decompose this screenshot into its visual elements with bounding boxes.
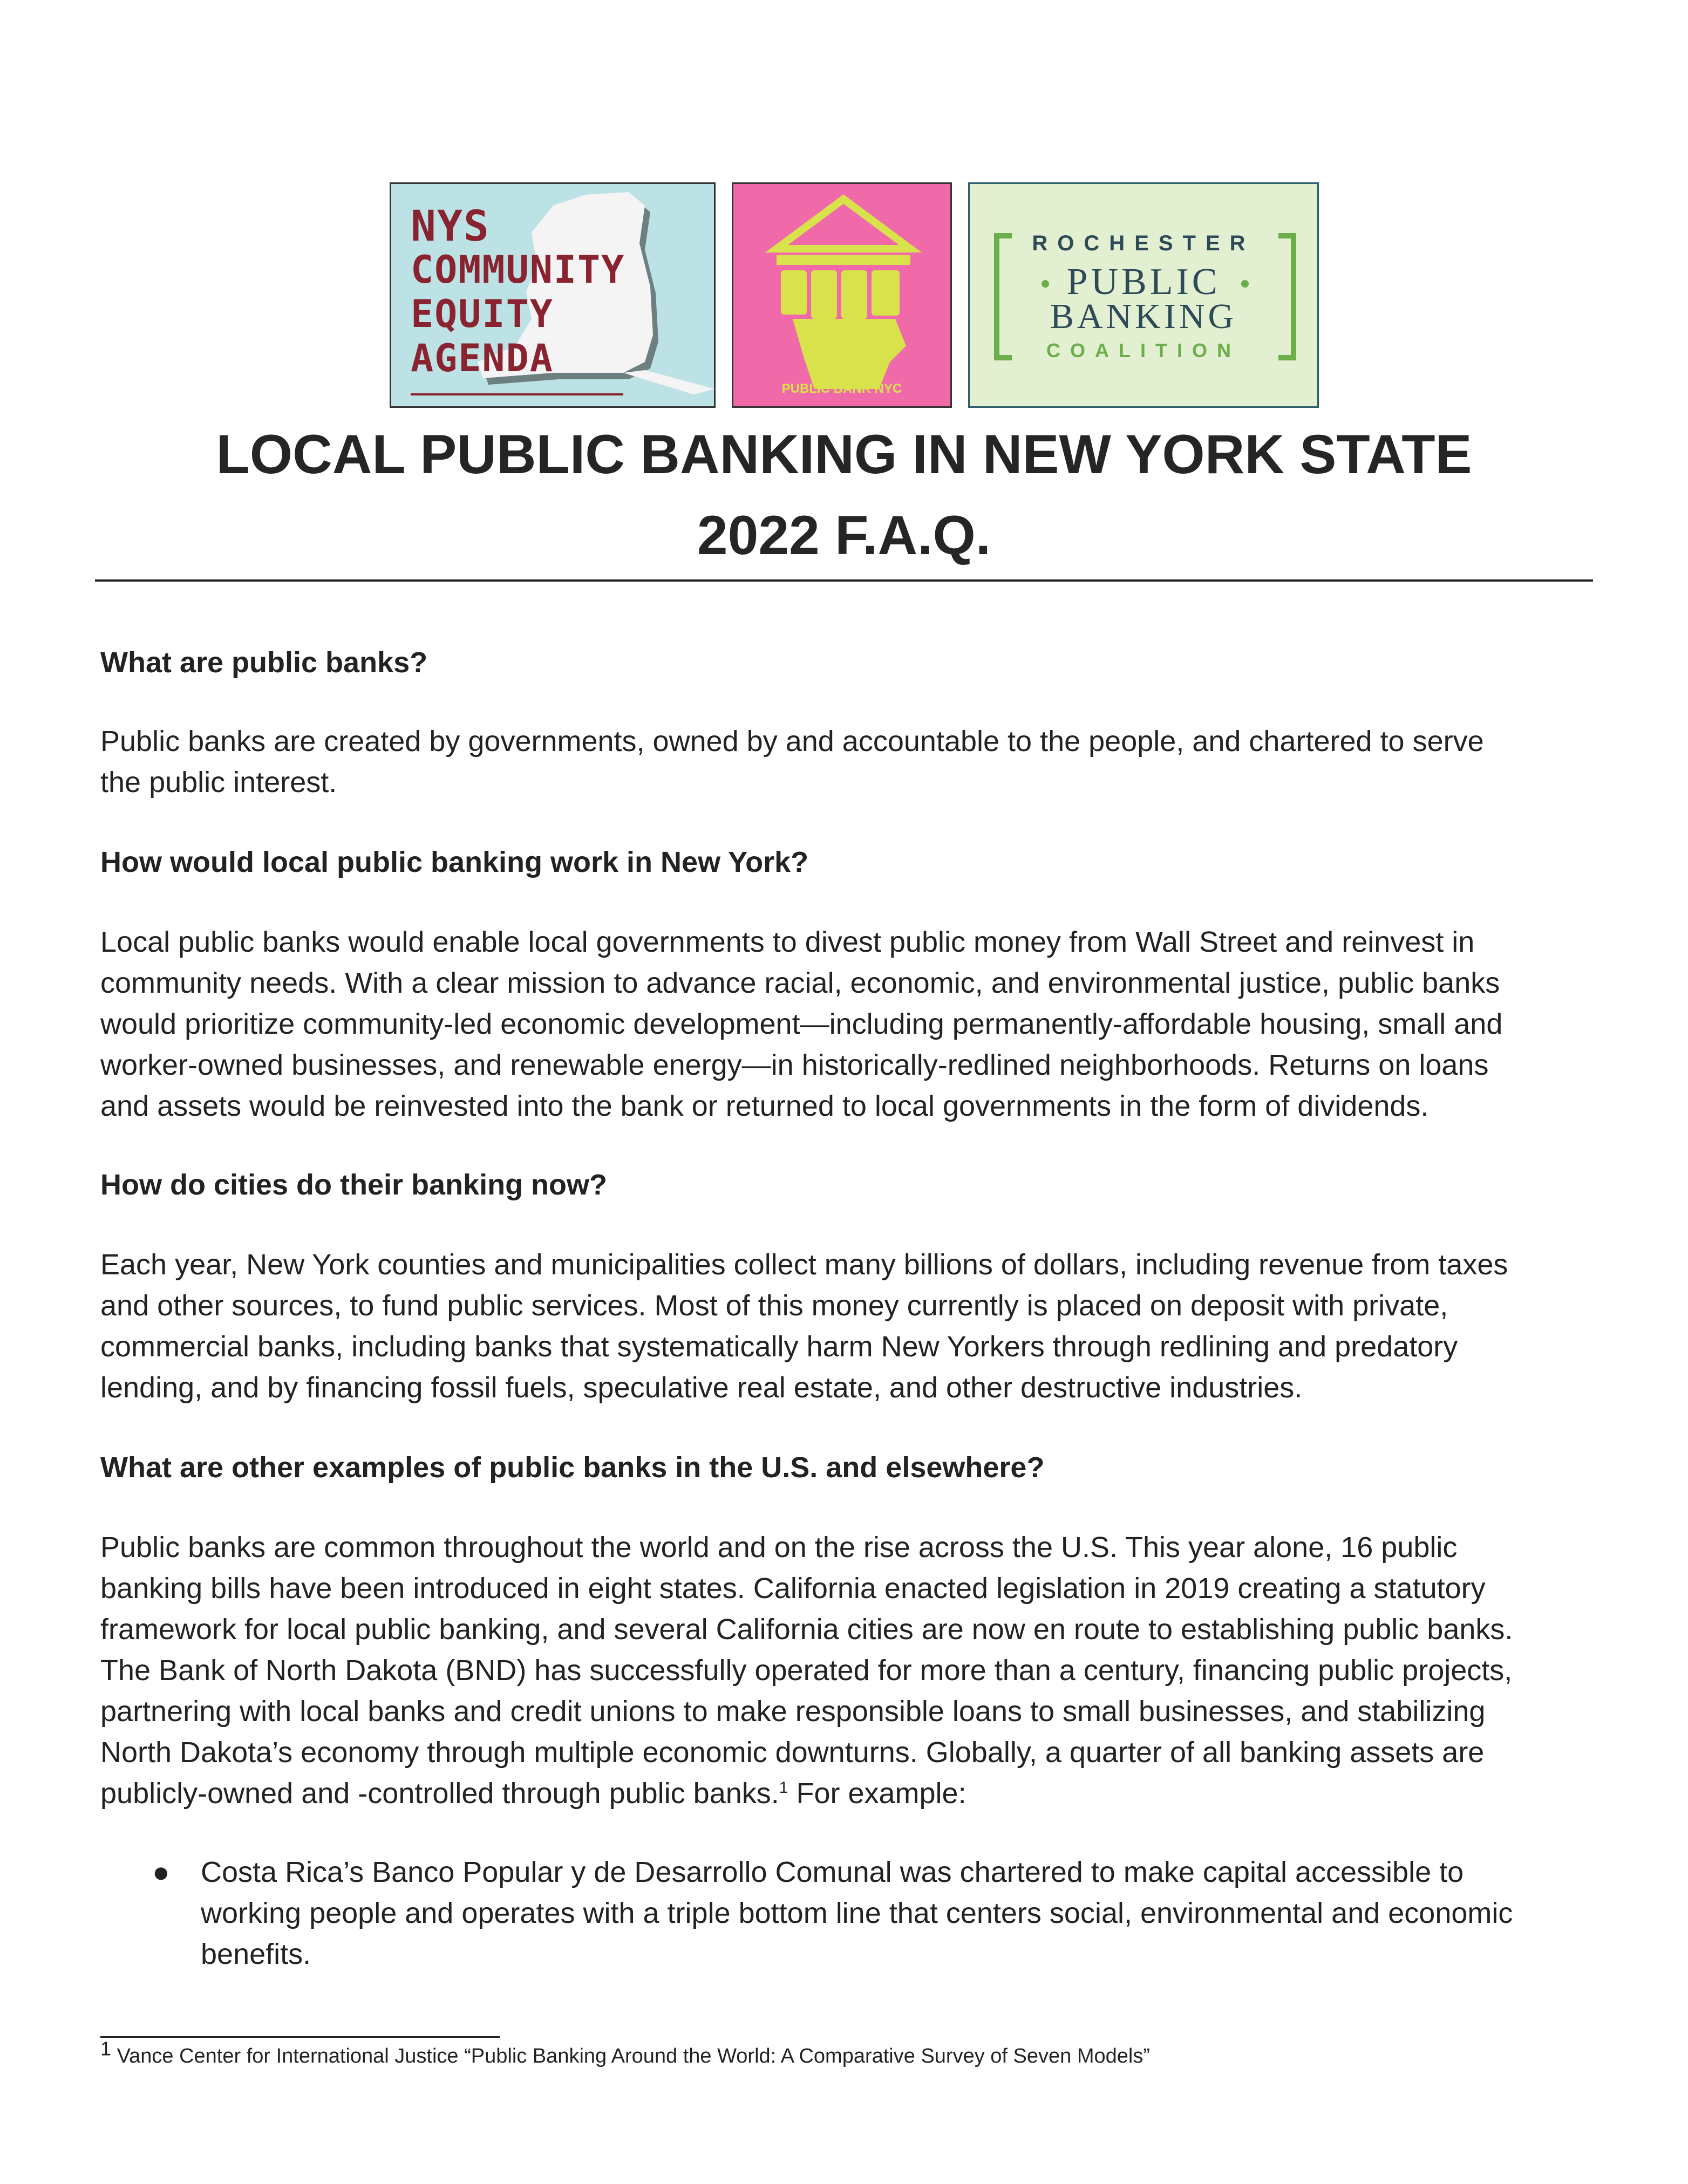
title-divider (95, 579, 1593, 582)
bullet-item-line-3: benefits. (201, 1938, 311, 1970)
nys-community-equity-agenda-logo (390, 182, 716, 408)
faq-answer-1-line-1: Public banks are created by governments, owned by and accountable to the people, and chartered to serve (100, 725, 1484, 757)
faq-answer-4-line-2: banking bills have been introduced in eight states. California enacted legislation in 2019 creating a statutory (100, 1572, 1486, 1605)
footnote-divider (100, 2036, 500, 2038)
nys-logo-line-4: AGENDA (411, 336, 554, 380)
rochester-logo-line-1: ROCHESTER (1032, 231, 1255, 255)
faq-answer-2-line-1: Local public banks would enable local governments to divest public money from Wall Street and reinvest in (100, 926, 1475, 958)
faq-answer-4-line-3: framework for local public banking, and several California cities are now en route to establishing public banks. (100, 1613, 1513, 1646)
faq-answer-2-line-4: worker-owned businesses, and renewable energy—in historically-redlined neighborhoods. Returns on loans (100, 1049, 1489, 1081)
page-title-line-1: LOCAL PUBLIC BANKING IN NEW YORK STATE (216, 424, 1472, 485)
faq-answer-4-line-1: Public banks are common throughout the world and on the rise across the U.S. This year alone, 16 public (100, 1531, 1458, 1564)
bullet-item-line-1: Costa Rica’s Banco Popular y de Desarrollo Comunal was chartered to make capital accessible to (201, 1856, 1464, 1888)
public-bank-nyc-logo (732, 182, 952, 408)
faq-answer-4-line-4: The Bank of North Dakota (BND) has successfully operated for more than a century, financing public projects, (100, 1654, 1513, 1687)
nys-logo-line-1: NYS (411, 202, 490, 251)
faq-question-1: What are public banks? (100, 646, 428, 679)
nys-logo-line-3: EQUITY (411, 292, 554, 336)
faq-answer-1-line-2: the public interest. (100, 766, 337, 798)
footnote-reference[interactable]: 1 (779, 1779, 788, 1797)
rochester-logo-line-4: COALITION (1046, 339, 1241, 361)
faq-question-2: How would local public banking work in New York? (100, 846, 809, 878)
faq-answer-3-line-2: and other sources, to fund public services. Most of this money currently is placed on deposit with private, (100, 1289, 1448, 1322)
faq-answer-4-line-5: partnering with local banks and credit unions to make responsible loans to small businesses, and stabilizing (100, 1695, 1486, 1728)
faq-question-3: How do cities do their banking now? (100, 1169, 608, 1201)
faq-answer-4-line-7-text: publicly-owned and -controlled through public banks. (100, 1777, 779, 1810)
faq-question-4: What are other examples of public banks in the U.S. and elsewhere? (100, 1451, 1045, 1484)
faq-answer-3-line-3: commercial banks, including banks that systematically harm New Yorkers through redlining and predatory (100, 1330, 1458, 1363)
faq-answer-4-line-7-tail: For example: (788, 1777, 966, 1810)
bullet-item-line-2: working people and operates with a triple bottom line that centers social, environmental and economic (201, 1897, 1513, 1929)
faq-answer-3-line-4: lending, and by financing fossil fuels, speculative real estate, and other destructive industries. (100, 1371, 1303, 1404)
logo-row (0, 182, 1688, 409)
footnote-number: 1 (100, 2037, 112, 2060)
rochester-logo-line-2: PUBLIC (1066, 261, 1221, 303)
rochester-public-banking-coalition-logo (968, 182, 1319, 408)
nys-logo-line-2: COMMUNITY (411, 248, 625, 292)
raised-fist-bank-icon (733, 184, 952, 408)
public-bank-nyc-label: PUBLIC BANK NYC (781, 381, 902, 396)
faq-answer-4-line-6: North Dakota’s economy through multiple economic downturns. Globally, a quarter of all banking assets are (100, 1736, 1485, 1769)
page-title-line-2: 2022 F.A.Q. (697, 504, 991, 566)
faq-answer-4-line-7 (100, 1773, 1611, 1814)
faq-answer-2-line-5: and assets would be reinvested into the bank or returned to local governments in the form of dividends. (100, 1090, 1429, 1122)
bullet-marker: ● (152, 1856, 170, 1888)
faq-answer-2-line-3: would prioritize community-led economic development—including permanently-affordable housing, small and (100, 1008, 1503, 1040)
faq-answer-3-line-1: Each year, New York counties and municipalities collect many billions of dollars, including revenue from taxes (100, 1248, 1508, 1281)
faq-answer-2-line-2: community needs. With a clear mission to advance racial, economic, and environmental justice, public banks (100, 967, 1500, 999)
rochester-logo-line-3: BANKING (1050, 297, 1237, 336)
footnote-text: Vance Center for International Justice “Public Banking Around the World: A Comparative Survey of Seven Models” (117, 2045, 1150, 2067)
footnote (100, 2037, 1150, 2068)
